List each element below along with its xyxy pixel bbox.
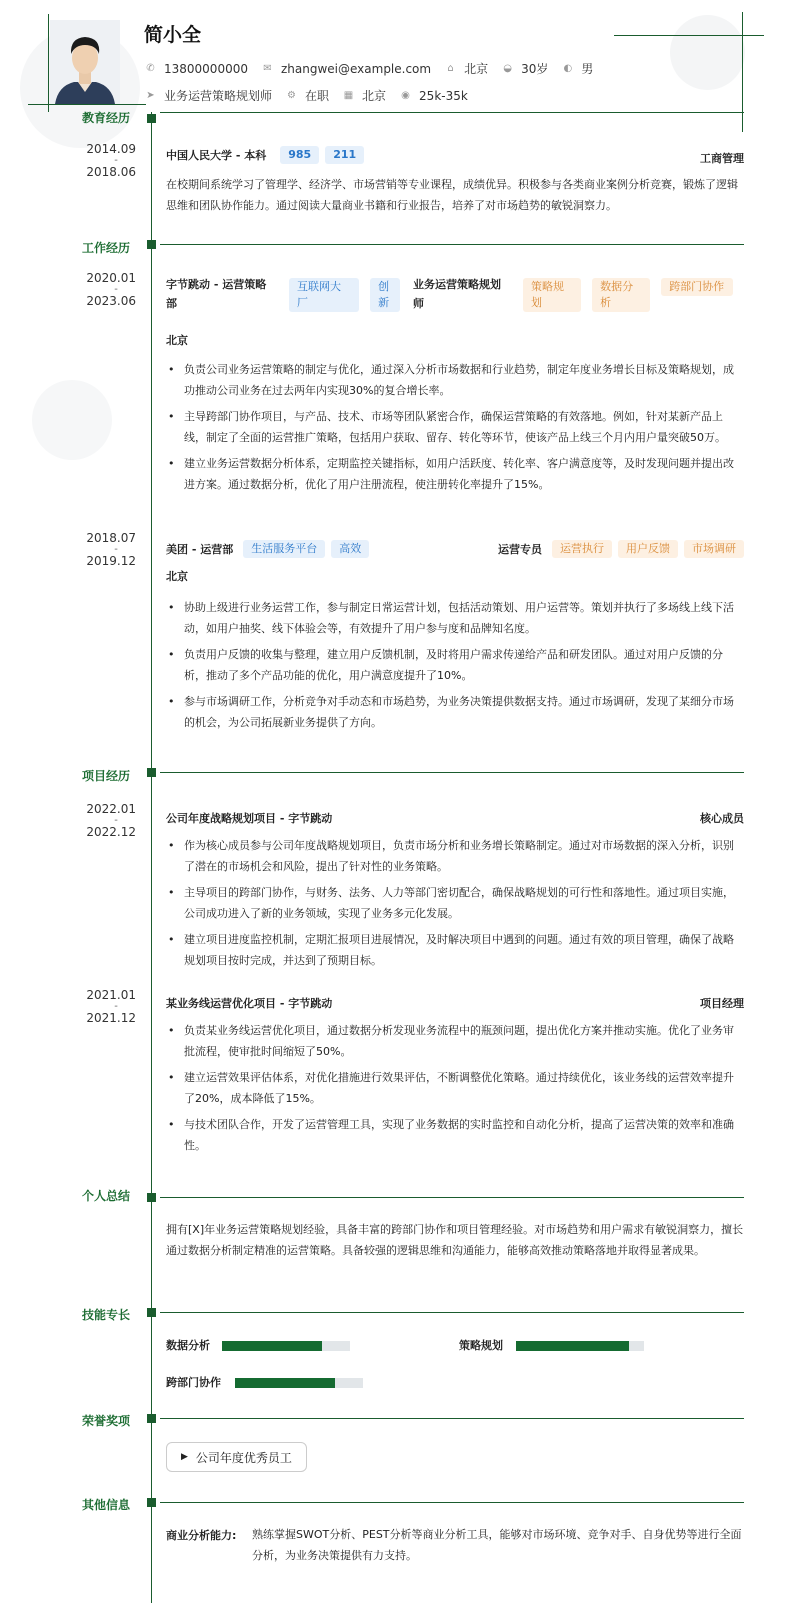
tag: 高效 bbox=[331, 540, 369, 558]
summary-text: 拥有[X]年业务运营策略规划经验，具备丰富的跨部门协作和项目管理经验。对市场趋势和用户需求有敏锐洞察力，擅长通过数据分析制定精准的运营策略。具备较强的逻辑思维和沟通能力，能够高效推动策略落地并取得显著成果。 bbox=[166, 1223, 744, 1257]
candidate-name: 简小全 bbox=[144, 24, 202, 46]
role-and-skills bbox=[498, 540, 744, 558]
target-position: 业务运营策略规划师 bbox=[164, 89, 273, 103]
job-intent-row bbox=[145, 87, 468, 104]
target-city: 北京 bbox=[362, 89, 387, 103]
decor-line bbox=[160, 112, 744, 113]
education-description: 在校期间系统学习了管理学、经济学、市场营销等专业课程，成绩优异。积极参与各类商业案例分析竞赛，锻炼了逻辑思维和团队协作能力。通过阅读大量商业书籍和行业报告，培养了对市场趋势的敏锐洞察力。 bbox=[166, 178, 738, 212]
role: 运营专员 bbox=[498, 543, 542, 556]
list-item: • 作为核心成员参与公司年度战略规划项目，负责市场分析和业务增长策略制定。通过对市场数据的深入分析，识别了潜在的市场机会和风险，提出了针对性的业务策略。 bbox=[166, 835, 744, 877]
skill-name: 策略规划 bbox=[459, 1339, 503, 1352]
section-divider bbox=[160, 244, 744, 245]
section-marker bbox=[147, 1193, 156, 1202]
home-icon: ⌂ bbox=[447, 63, 454, 74]
award-item[interactable] bbox=[166, 1442, 307, 1472]
tag: 运营执行 bbox=[552, 540, 612, 558]
contact-row bbox=[145, 60, 593, 77]
section-marker bbox=[147, 1308, 156, 1317]
list-item: • 建立运营效果评估体系，对优化措施进行效果评估，不断调整优化策略。通过持续优化，该业务线的运营效率提升了20%，成本降低了15%。 bbox=[166, 1067, 744, 1109]
section-title-awards: 荣誉奖项 bbox=[82, 1414, 131, 1428]
date-range: 2020.01 - 2023.06 bbox=[86, 271, 136, 308]
section-marker bbox=[147, 114, 156, 123]
date-range: 2022.01 - 2022.12 bbox=[86, 802, 136, 839]
work-city: 北京 bbox=[166, 570, 188, 583]
company: 美团 - 运营部 生活服务平台 高效 bbox=[166, 540, 375, 558]
other-text: 熟练掌握SWOT分析、PEST分析等商业分析工具，能够对市场环境、竞争对手、自身优势等进行全面分析，为业务决策提供有力支持。 bbox=[252, 1528, 742, 1562]
skill-name: 数据分析 bbox=[166, 1339, 210, 1352]
list-item: • 建立业务运营数据分析体系，定期监控关键指标，如用户活跃度、转化率、客户满意度等，及时发现问题并提出改进方案。通过数据分析，优化了用户注册流程，使注册转化率提升了15%。 bbox=[166, 453, 744, 495]
date-range: 2018.07 - 2019.12 bbox=[86, 531, 136, 568]
section-title-project: 项目经历 bbox=[82, 769, 131, 783]
other-label: 商业分析能力: bbox=[166, 1529, 237, 1542]
company-tags bbox=[289, 278, 406, 312]
decor-line bbox=[48, 14, 49, 112]
skill-bar bbox=[235, 1378, 363, 1388]
section-divider bbox=[160, 772, 744, 773]
building-icon: ▦ bbox=[343, 90, 354, 101]
section-title-summary: 个人总结 bbox=[82, 1189, 131, 1203]
tag: 数据分析 bbox=[592, 278, 650, 312]
timeline bbox=[151, 112, 152, 1603]
section-divider bbox=[160, 1502, 744, 1503]
list-item: • 与技术团队合作，开发了运营管理工具，实现了业务数据的实时监控和自动化分析，提高了运营决策的效率和准确性。 bbox=[166, 1114, 744, 1156]
city: 北京 bbox=[464, 62, 489, 76]
tag: 市场调研 bbox=[684, 540, 744, 558]
skill-tags bbox=[523, 278, 733, 312]
section-marker bbox=[147, 1498, 156, 1507]
work-city: 北京 bbox=[166, 334, 188, 347]
skill-name: 跨部门协作 bbox=[166, 1376, 221, 1389]
phone-icon: ✆ bbox=[146, 63, 155, 74]
major: 工商管理 bbox=[700, 152, 744, 165]
section-title-other: 其他信息 bbox=[82, 1498, 131, 1512]
list-item: • 参与市场调研工作，分析竞争对手动态和市场趋势，为业务决策提供数据支持。通过市场调研，发现了某细分市场的机会，为公司拓展新业务提供了方向。 bbox=[166, 691, 744, 733]
section-title-skills: 技能专长 bbox=[82, 1308, 131, 1322]
section-title-work: 工作经历 bbox=[82, 241, 131, 255]
mail-icon: ✉ bbox=[263, 63, 272, 74]
section-divider bbox=[160, 1197, 744, 1198]
award-label: 公司年度优秀员工 bbox=[195, 1450, 292, 1465]
section-marker bbox=[147, 768, 156, 777]
list-item: • 主导项目的跨部门协作，与财务、法务、人力等部门密切配合，确保战略规划的可行性和落地性。通过项目实施，公司成功进入了新的业务领域，实现了业务多元化发展。 bbox=[166, 882, 744, 924]
tag: 211 bbox=[325, 146, 364, 164]
target-icon: ◉ bbox=[401, 90, 410, 101]
section-title-education: 教育经历 bbox=[82, 111, 131, 125]
age: 30岁 bbox=[521, 62, 549, 76]
tag: 策略规划 bbox=[523, 278, 581, 312]
skill-bar-fill bbox=[235, 1378, 335, 1388]
list-item: • 负责某业务线运营优化项目，通过数据分析发现业务流程中的瓶颈问题，提出优化方案并推动实施。优化了业务审批流程，使审批时间缩短了50%。 bbox=[166, 1020, 744, 1062]
project-role: 项目经理 bbox=[700, 997, 744, 1010]
section-marker bbox=[147, 240, 156, 249]
list-item: • 负责用户反馈的收集与整理，建立用户反馈机制，及时将用户需求传递给产品和研发团队。通过对用户反馈的分析，推动了多个产品功能的优化，用户满意度提升了10%。 bbox=[166, 644, 744, 686]
skill-bar-fill bbox=[516, 1341, 629, 1351]
tag: 跨部门协作 bbox=[661, 278, 733, 296]
tag: 生活服务平台 bbox=[243, 540, 325, 558]
decor-circle bbox=[670, 15, 745, 90]
gender-icon: ◐ bbox=[563, 63, 573, 74]
project-bullets bbox=[166, 1020, 744, 1161]
project-bullets bbox=[166, 835, 744, 976]
decor-circle bbox=[32, 380, 112, 460]
project-name: 某业务线运营优化项目 - 字节跳动 bbox=[166, 997, 333, 1010]
salary: 25k-35k bbox=[419, 88, 468, 103]
list-item: • 负责公司业务运营策略的制定与优化，通过深入分析市场数据和行业趋势，制定年度业务增长目标及策略规划，成功推动公司业务在过去两年内实现30%的复合增长率。 bbox=[166, 359, 744, 401]
section-divider bbox=[160, 1312, 744, 1313]
decor-line bbox=[742, 12, 743, 132]
skill-bar-fill bbox=[222, 1341, 322, 1351]
email: zhangwei@example.com bbox=[280, 61, 432, 76]
decor-line bbox=[28, 104, 146, 105]
tag: 创新 bbox=[370, 278, 400, 312]
date-range: 2021.01 - 2021.12 bbox=[86, 988, 136, 1025]
gender: 男 bbox=[581, 62, 594, 76]
company: 字节跳动 - 运营策略部 bbox=[166, 278, 267, 310]
status: 在职 bbox=[305, 89, 330, 103]
gear-icon: ⚙ bbox=[287, 90, 296, 101]
list-item: • 建立项目进度监控机制，定期汇报项目进展情况，及时解决项目中遇到的问题。通过有效的项目管理，确保了战略规划项目按时完成，并达到了预期目标。 bbox=[166, 929, 744, 971]
tag: 互联网大厂 bbox=[289, 278, 359, 312]
work-bullets bbox=[166, 597, 744, 738]
avatar bbox=[50, 20, 120, 104]
tag: 用户反馈 bbox=[618, 540, 678, 558]
project-name: 公司年度战略规划项目 - 字节跳动 bbox=[166, 812, 333, 825]
phone: 13800000000 bbox=[164, 61, 248, 76]
role: 业务运营策略规划师 bbox=[413, 278, 501, 310]
list-item: • 协助上级进行业务运营工作，参与制定日常运营计划，包括活动策划、用户运营等。策划并执行了多场线上线下活动，如用户抽奖、线下体验会等，有效提升了用户参与度和品牌知名度。 bbox=[166, 597, 744, 639]
section-marker bbox=[147, 1414, 156, 1423]
age-icon: ◒ bbox=[503, 63, 512, 74]
avatar-image bbox=[50, 20, 120, 104]
skill-bar bbox=[516, 1341, 644, 1351]
project-role: 核心成员 bbox=[700, 812, 744, 825]
tag: 985 bbox=[280, 146, 319, 164]
play-icon: ▶ bbox=[181, 1452, 188, 1462]
send-icon: ➤ bbox=[146, 90, 155, 101]
work-bullets bbox=[166, 359, 744, 500]
section-divider bbox=[160, 1418, 744, 1419]
school: 中国人民大学 - 本科 985 211 bbox=[166, 146, 370, 164]
skill-bar bbox=[222, 1341, 350, 1351]
list-item: • 主导跨部门协作项目，与产品、技术、市场等团队紧密合作，确保运营策略的有效落地。例如，针对某新产品上线，制定了全面的运营推广策略，包括用户获取、留存、转化等环节，使该产品上线三个月内用户量突破50万。 bbox=[166, 406, 744, 448]
date-range: 2014.09 - 2018.06 bbox=[86, 142, 136, 179]
